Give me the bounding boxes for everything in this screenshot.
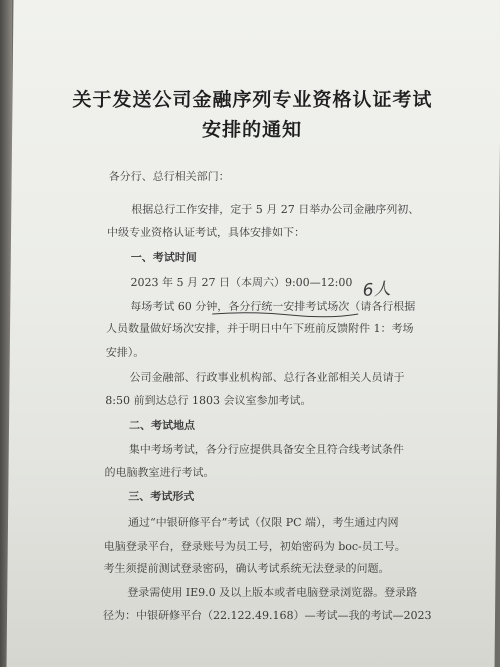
pen-underline (210, 310, 360, 318)
section-heading-format: 三、考试形式 (128, 490, 195, 503)
paragraph-line: 8:50 前到达总行 1803 会议室参加考试。 (105, 394, 312, 407)
section-heading-time: 一、考试时间 (130, 251, 197, 264)
paragraph-line: 人员数量做好场次安排，并于明日中午下班前反馈附件 1：考场 (105, 322, 414, 335)
document-page (7, 0, 500, 667)
salutation: 各分行、总行相关部门： (108, 170, 230, 183)
paragraph-line: 每场考试 60 分钟，各分行统一安排考试场次（请各行根据 (130, 300, 416, 313)
paragraph-line: 径为：中银研修平台（22.122.49.168）—考试—我的考试—2023 (102, 609, 432, 622)
document-title-line-1: 关于发送公司金融序列专业资格认证考试 (72, 89, 433, 111)
exam-date: 2023 年 5 月 27 日（本周六）9:00—12:00 (130, 276, 353, 289)
paragraph-line: 集中考场考试，各分行应提供具备安全且符合线考试条件 (128, 443, 404, 456)
paragraph-line: 中级专业资格认证考试，具体安排如下： (106, 226, 306, 239)
paragraph-line: 登录需使用 IE9.0 及以上版本或者电脑登录浏览器。登录路 (127, 586, 418, 599)
paragraph-line: 电脑登录平台，登录账号为员工号，初始密码为 boc-员工号。 (103, 540, 406, 553)
section-heading-location: 二、考试地点 (128, 419, 196, 432)
paragraph-line: 公司金融部、行政事业机构部、总行各业部相关人员请于 (129, 371, 405, 384)
paragraph-line: 的电脑教室进行考试。 (104, 466, 215, 479)
paragraph-line: 考生须提前测试登录密码，确认考试系统无法登录的问题。 (103, 562, 390, 575)
document-title-line-2: 安排的通知 (202, 119, 303, 141)
paragraph-line: 根据总行工作安排，定于 5 月 27 日举办公司金融序列初、 (131, 203, 420, 216)
paragraph-line: 通过“中银研修平台”考试（仅限 PC 端），考生通过内网 (127, 516, 399, 529)
handwritten-note: 6人 (362, 279, 392, 301)
paragraph-line: 安排）。 (105, 346, 145, 359)
